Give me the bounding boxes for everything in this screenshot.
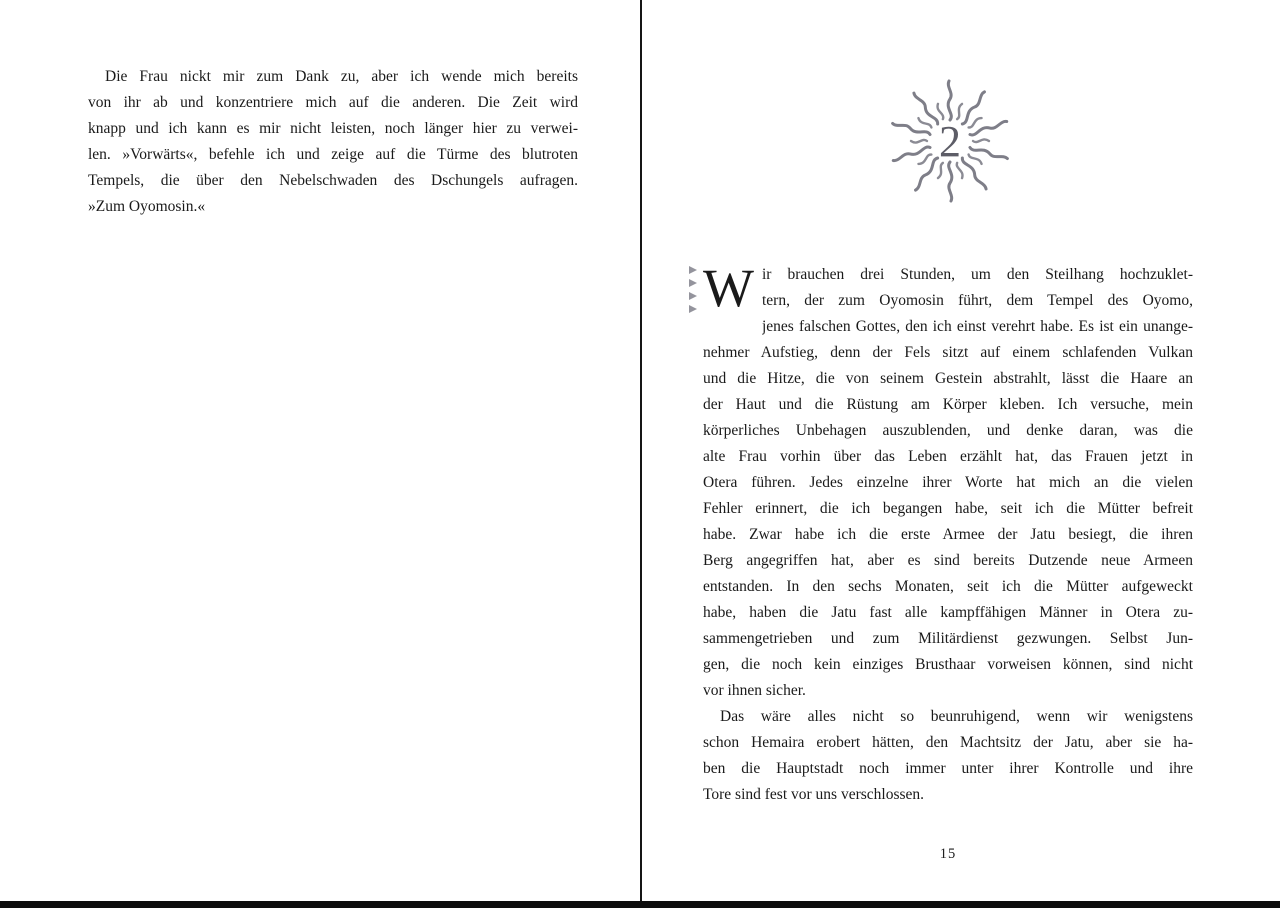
triangle-icon — [689, 305, 697, 313]
right-page-text-block — [703, 258, 1193, 808]
text-line: ben die Hauptstadt noch immer unter ihrer Kontrolle und ihre — [703, 760, 1193, 777]
text-line: knapp und ich kann es mir nicht leisten, noch länger hier zu verwei- — [88, 120, 578, 137]
text-line: gen, die noch kein einziges Brusthaar vorweisen können, sind nicht — [703, 656, 1193, 673]
text-line: tern, der zum Oyomosin führt, dem Tempel des Oyomo, — [761, 292, 1193, 309]
text-line: Otera führen. Jedes einzelne ihrer Worte hat mich an die vielen — [703, 474, 1193, 491]
text-line: ir brauchen drei Stunden, um den Steilhang hochzuklet- — [761, 266, 1193, 283]
right-page — [642, 0, 1280, 901]
triangle-icon — [689, 266, 697, 274]
dropcap-letter: W — [703, 258, 754, 318]
dropcap-triangle-ornament-icon — [689, 266, 697, 313]
bottom-edge-bar — [0, 901, 1280, 908]
text-line: Fehler erinnert, die ich begangen habe, seit ich die Mütter befreit — [703, 500, 1193, 517]
text-line: »Zum Oyomosin.« — [88, 198, 206, 215]
text-line: Das wäre alles nicht so beunruhigend, wenn wir wenigstens — [720, 708, 1193, 725]
page-number: 15 — [939, 846, 957, 862]
text-line: len. »Vorwärts«, befehle ich und zeige auf die Türme des blutroten — [88, 146, 578, 163]
text-line: vor ihnen sicher. — [703, 682, 806, 699]
second-paragraph — [703, 704, 1193, 808]
text-line: schon Hemaira erobert hätten, den Machtsitz der Jatu, aber sie ha- — [703, 734, 1193, 751]
text-line: Tempels, die über den Nebelschwaden des Dschungels aufragen. — [88, 172, 578, 189]
text-line: und die Hitze, die von seinem Gestein abstrahlt, lässt die Haare an — [703, 370, 1193, 387]
text-line: Tore sind fest vor uns verschlossen. — [703, 786, 925, 803]
text-line: habe. Zwar habe ich die erste Armee der Jatu besiegt, die ihren — [703, 526, 1193, 543]
text-line: von ihr ab und konzentriere mich auf die anderen. Die Zeit wird — [88, 94, 578, 111]
chapter-heading — [885, 76, 1015, 206]
text-line: körperliches Unbehagen auszublenden, und denke daran, was die — [703, 422, 1193, 439]
text-line: Die Frau nickt mir zum Dank zu, aber ich wende mich bereits — [105, 68, 578, 85]
paragraph-lines — [88, 64, 578, 220]
chapter-opening-paragraph — [703, 258, 1193, 704]
text-line: sammengetrieben und zum Militärdienst gezwungen. Selbst Jun- — [703, 630, 1193, 647]
paragraph-lines — [703, 704, 1193, 808]
text-line: der Haut und die Rüstung am Körper kleben. Ich versuche, mein — [703, 396, 1193, 413]
text-line: nehmer Aufstieg, denn der Fels sitzt auf einem schlafenden Vulkan — [703, 344, 1193, 361]
continuation-paragraph — [88, 64, 578, 220]
paragraph-lines — [703, 258, 1193, 704]
chapter-sun-ornament-icon — [885, 76, 1015, 206]
triangle-icon — [689, 292, 697, 300]
triangle-icon — [689, 279, 697, 287]
text-line: habe, haben die Jatu fast alle kampffähigen Männer in Otera zu- — [703, 604, 1193, 621]
text-line: jenes falschen Gottes, den ich einst verehrt habe. Es ist ein unange- — [761, 318, 1193, 335]
left-page — [0, 0, 640, 901]
text-line: alte Frau vorhin über das Leben erzählt hat, das Frauen jetzt in — [703, 448, 1193, 465]
chapter-number: 2 — [939, 117, 961, 166]
text-line: entstanden. In den sechs Monaten, seit ich die Mütter aufgeweckt — [703, 578, 1193, 595]
text-line: Berg angegriffen hat, aber es sind bereits Dutzende neue Armeen — [703, 552, 1193, 569]
left-page-text-block — [88, 64, 578, 220]
